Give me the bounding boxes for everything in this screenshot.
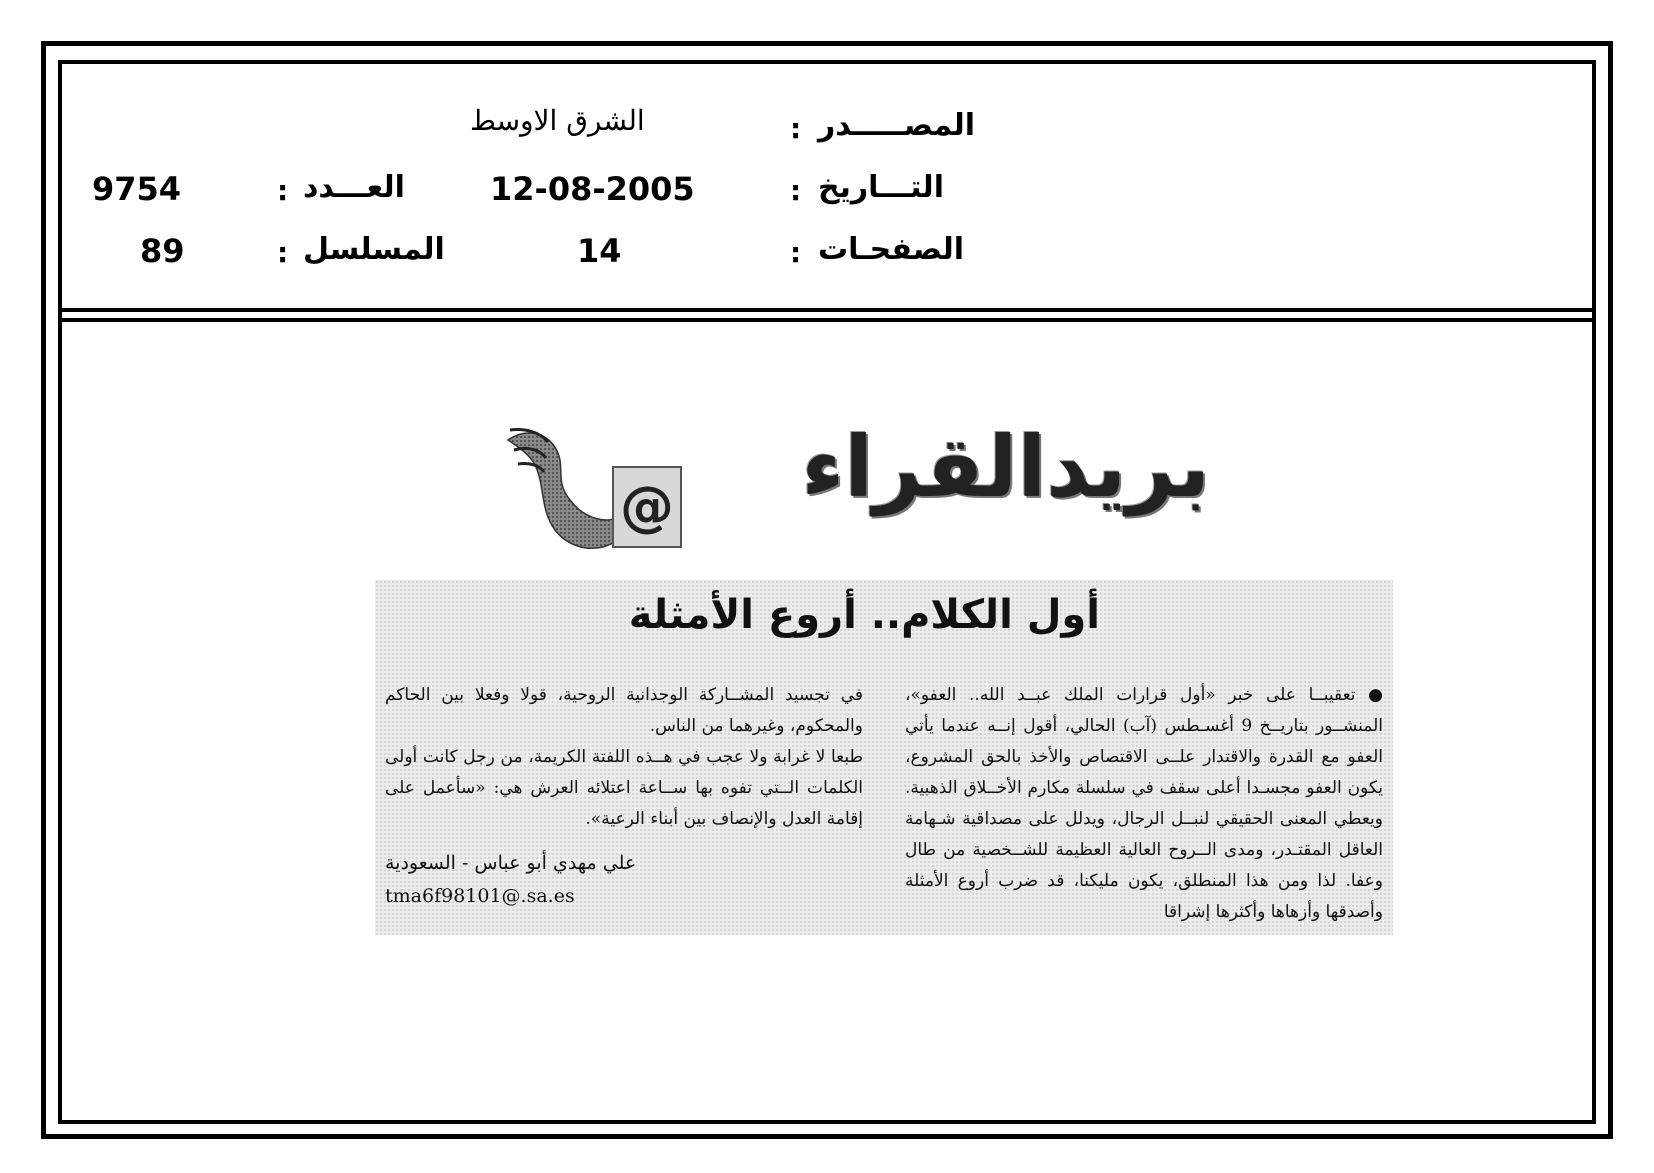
header-divider-bottom bbox=[58, 318, 1596, 322]
source-value: الشرق الاوسط bbox=[470, 104, 645, 137]
at-symbol: @ bbox=[612, 466, 682, 548]
article-left-column bbox=[385, 680, 863, 835]
issue-colon: : bbox=[277, 174, 289, 207]
issue-label: العـــدد bbox=[303, 170, 405, 205]
source-label: المصـــــدر bbox=[818, 108, 976, 143]
author-email: tma6f98101@.sa.es bbox=[385, 885, 575, 907]
date-colon: : bbox=[790, 174, 802, 207]
serial-value: 89 bbox=[140, 232, 185, 270]
article-headline: أول الكلام.. أروع الأمثلة bbox=[628, 592, 1100, 638]
article-right-column bbox=[905, 680, 1383, 928]
left-column-paragraph-1: في تجسيد المشــاركة الوجدانية الروحية، قولا وفعلا بين الحاكم والمحكوم، وغيرهما من الناس. bbox=[385, 685, 863, 736]
issue-value: 9754 bbox=[92, 170, 182, 208]
serial-label: المسلسل bbox=[303, 232, 445, 267]
source-colon: : bbox=[790, 112, 802, 145]
right-column-text: ● تعقيبــا على خبر «أول قرارات الملك عبــد الله.. العفو»، المنشــور بتاريــخ 9 أغسـطس (آب) الحالي، أقول إنــه عندما يأتي العفو مع القدرة والاقتدار علــى الاقتصاص والأخذ بالحق المشروع، يكون العفو مجسـدا أعلى سقف في سلسلة مكارم الأخــلاق الذهبية. ويعطي المعنى الحقيقي لنبــل الرجال، ويدلل على مصداقية شـهامة العاقل المقتـدر، ومدى الــروح العالية العظيمة للشــخصية من طال وعفا. لذا ومن هذا المنطلق، يكون مليكنا، قد ضرب أروع الأمثلة وأصدقها وأزهاها وأكثرها إشراقا bbox=[905, 685, 1383, 922]
date-value: 12-08-2005 bbox=[490, 170, 695, 208]
masthead-title: بريدالقراء bbox=[801, 418, 1210, 516]
author-signature: علي مهدي أبو عباس - السعودية bbox=[385, 852, 637, 874]
date-label: التـــاريخ bbox=[818, 170, 944, 205]
header-divider-top bbox=[58, 308, 1596, 312]
pages-colon: : bbox=[790, 236, 802, 269]
pages-value: 14 bbox=[577, 232, 622, 270]
serial-colon: : bbox=[277, 236, 289, 269]
pages-label: الصفحـات bbox=[818, 232, 964, 267]
left-column-paragraph-2: طبعا لا غرابة ولا عجب في هــذه اللفتة الكريمة، من رجل كانت أولى الكلمات الــتي تفوه بها ســاعة اعتلائه العرش هي: «سأعمل على إقامة العدل والإنصاف بين أبناء الرعية». bbox=[385, 747, 863, 829]
